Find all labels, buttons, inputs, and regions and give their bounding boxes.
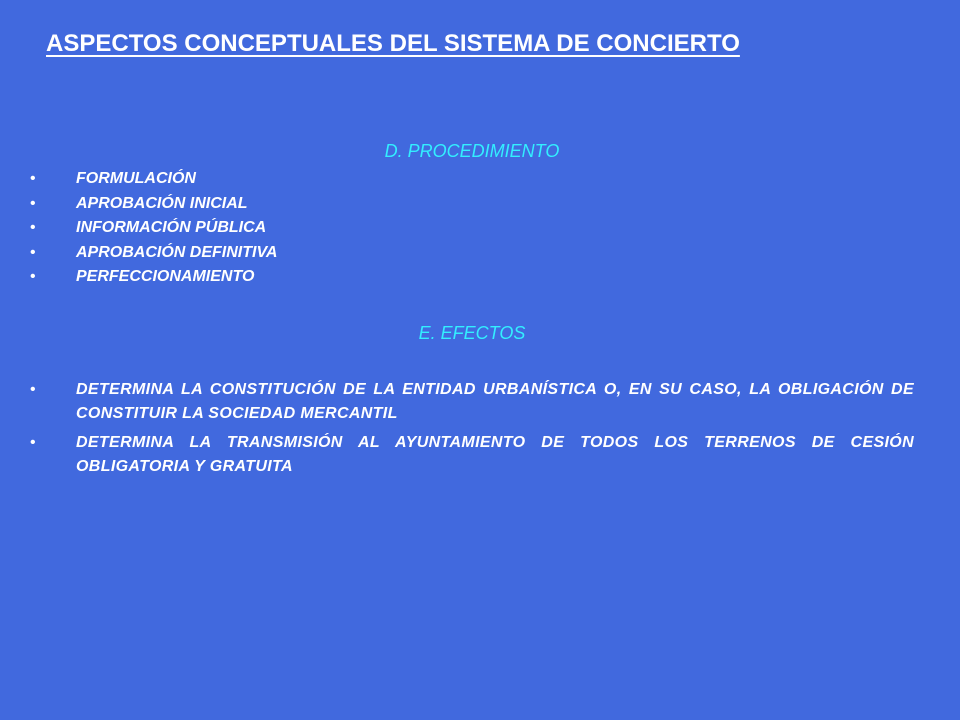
- bullet-icon: •: [30, 268, 36, 285]
- effects-item-text: DETERMINA LA CONSTITUCIÓN DE LA ENTIDAD URBANÍSTICA O, EN SU CASO, LA OBLIGACIÓN DE CONSTITUIR LA SOCIEDAD MERCANTIL: [76, 381, 914, 422]
- bullet-icon: •: [30, 170, 36, 187]
- slide-title: ASPECTOS CONCEPTUALES DEL SISTEMA DE CONCIERTO: [46, 30, 740, 57]
- effects-item: [0, 378, 914, 426]
- bullet-icon: •: [30, 219, 36, 236]
- effects-heading: E. EFECTOS: [418, 323, 526, 343]
- procedure-item: [0, 167, 277, 192]
- bullet-icon: •: [30, 194, 36, 212]
- procedure-list: [0, 167, 277, 290]
- procedure-item-text: FORMULACIÓN: [76, 170, 196, 187]
- procedure-item-text: PERFECCIONAMIENTO: [76, 268, 255, 285]
- procedure-item: [0, 216, 277, 241]
- procedure-item: [0, 265, 277, 290]
- procedure-item-text: INFORMACIÓN PÚBLICA: [76, 219, 267, 236]
- procedure-item-text: APROBACIÓN DEFINITIVA: [76, 243, 278, 261]
- procedure-item: [0, 241, 277, 266]
- effects-list: [0, 378, 914, 484]
- procedure-heading: D. PROCEDIMIENTO: [384, 141, 560, 161]
- bullet-icon: •: [30, 381, 36, 398]
- bullet-icon: •: [30, 243, 36, 261]
- procedure-item: [0, 192, 277, 217]
- effects-item: [0, 431, 914, 479]
- procedure-item-text: APROBACIÓN INICIAL: [76, 194, 248, 212]
- bullet-icon: •: [30, 434, 36, 451]
- effects-item-text: DETERMINA LA TRANSMISIÓN AL AYUNTAMIENTO DE TODOS LOS TERRENOS DE CESIÓN OBLIGATORIA Y GRATUITA: [76, 434, 914, 475]
